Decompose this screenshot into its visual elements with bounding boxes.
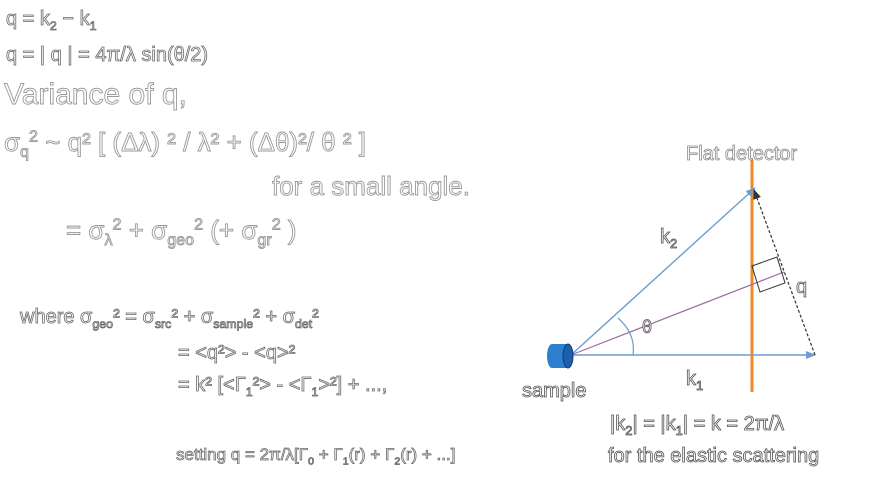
gamma-sub1: 1 [245,385,253,399]
q-def-sub2: 2 [49,19,57,33]
q-label: q [796,276,808,298]
decomp-lambda-sub: λ [104,231,113,250]
setting-mid1: + Γ [314,445,343,464]
q-magnitude: q = | q | = 4π/λ sin(θ/2) [6,44,209,66]
k1-label-text: k [686,368,696,390]
k1-label-sub: 1 [696,378,704,393]
variance-title: Variance of q, [4,78,187,111]
where-plus1: ² + σ [171,306,214,328]
decomp-gr-sup: 2 [271,215,281,234]
decomp-close: ) [280,215,297,245]
sigma-lhs-sup: 2 [29,127,38,146]
gamma-text: = k² [<Γ [178,374,246,396]
elastic-note: for the elastic scattering [608,445,820,467]
k1-label [686,368,703,393]
where-src-sub: src [154,317,172,331]
decomp-geo-sub: geo [167,231,195,250]
elastic-a: |k [610,413,626,435]
where-det-sub: det [294,317,313,331]
sigma-lhs-sub: q [20,143,30,162]
q-def-text: q = k [6,8,50,30]
setting-sub0: 0 [308,455,314,468]
theta-arc [618,318,633,355]
detector-label: Flat detector [686,143,798,165]
where-end: ² [312,306,319,328]
gamma-end: >²] + ..., [318,374,388,396]
decomp-gr-sub: gr [257,231,272,250]
decomp-sup1: 2 [112,215,122,234]
sample-label: sample [522,380,587,402]
elastic-sub2: 2 [625,423,633,438]
theta-label: θ [642,317,653,337]
where-rhs: ² = σ [113,306,155,328]
where-plus2: ² + σ [253,306,295,328]
q-vector [754,190,815,355]
elastic-relation [610,413,784,438]
elastic-c: | = k = 2π/λ [682,413,785,435]
sigma-rhs: ~ q² [ (Δλ) ² / λ² + (Δθ)²/ θ ² ] [37,127,366,157]
q-def-mid: − k [56,8,90,30]
where-text: where σ [20,306,93,328]
setting-sub2: 2 [394,455,401,468]
where-geo-sub: geo [92,317,114,331]
k2-label-text: k [660,226,670,248]
moment-line: = <q²> - <q>² [178,342,296,364]
setting-mid2: (r) + Γ [348,445,395,464]
decomp-sup2: 2 [194,215,204,234]
gamma-mid: ²> - <Γ [252,374,312,396]
elastic-sub1: 1 [675,423,683,438]
setting-sub1: 1 [342,455,349,468]
small-angle-note: for a small angle. [272,171,470,201]
decomp-paren: (+ σ [203,215,258,245]
elastic-b: | = |k [632,413,676,435]
sample-icon [547,344,573,368]
k2-label [660,226,677,251]
setting-text: setting q = 2π/λ[Γ [176,445,309,464]
right-angle-marker [752,257,785,292]
gamma-sub2: 1 [311,385,319,399]
q-def-sub1: 1 [89,19,97,33]
k2-vector [571,188,755,355]
where-sample-sub: sample [213,317,254,331]
setting-end: (r) + ...] [400,445,456,464]
decomp-plus: + σ [121,215,168,245]
k2-label-sub: 2 [670,236,678,251]
sigma-lhs: σ [4,127,21,157]
decomp-eq: = σ [66,215,105,245]
